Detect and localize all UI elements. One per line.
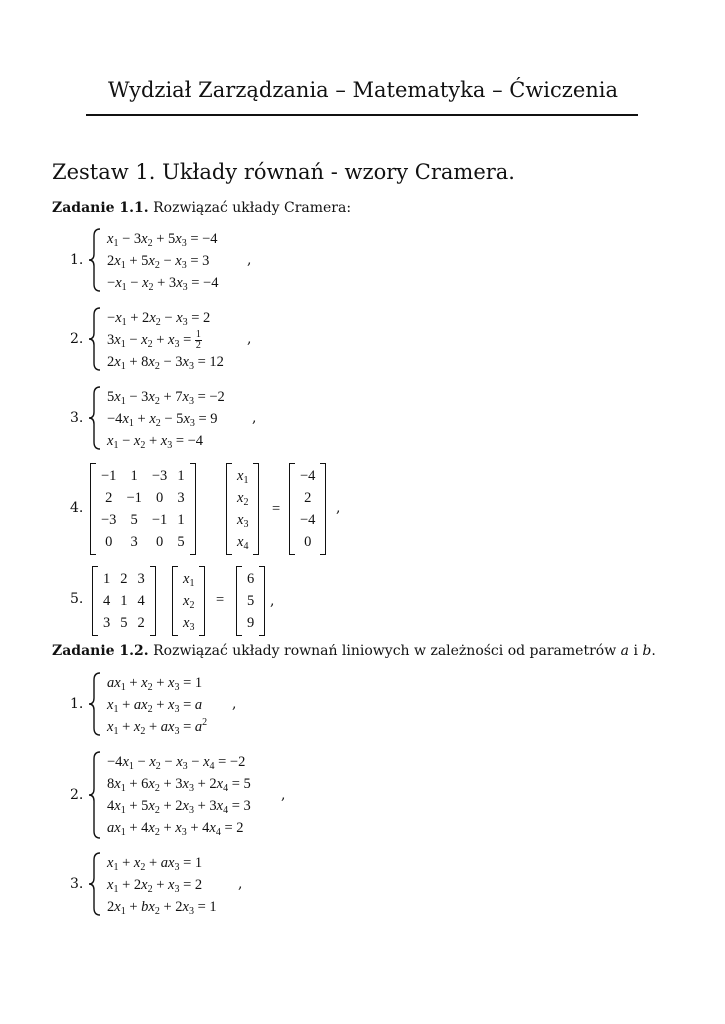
- equation-system: $ax_1 + x_2 + x_3 = 1$ $x_1 + ax_2 + x_3 = a$ $x_1 + x_2 + ax_3 = a^2$: [107, 675, 208, 737]
- comma: ,: [238, 876, 243, 892]
- matrix-row: [98, 590, 150, 612]
- item-number: 2.: [70, 331, 84, 347]
- matrix-cell: $x_1$: [237, 467, 249, 486]
- matrix-row: [295, 487, 320, 509]
- matrix-cell: 0: [155, 533, 164, 550]
- comma: ,: [270, 593, 275, 609]
- section-title: Zestaw 1. Układy równań - wzory Cramera.: [52, 160, 515, 184]
- matrix-cell: $x_1$: [183, 570, 195, 589]
- item-number: 1.: [70, 696, 84, 712]
- matrix-row: [232, 487, 253, 509]
- matrix-cell: 6: [247, 570, 255, 587]
- task-text: Rozwiązać układy Cramera:: [153, 200, 352, 216]
- equation-system: $-x_1 + 2x_2 - x_3 = 2$ $3x_1 - x_2 + x_3$ = $\frac{1}{2}$ $2x_1 + 8x_2 - 3x_3 = 12$: [107, 310, 224, 373]
- item-number: 4.: [70, 500, 84, 516]
- equation-system: $5x_1 - 3x_2 + 7x_3 = -2$ $-4x_1 + x_2 - 5x_3 = 9$ $x_1 - x_2 + x_3 = -4$: [107, 389, 225, 451]
- matrix-row: [178, 612, 199, 634]
- variable-vector: [226, 463, 259, 555]
- header-rule: [86, 114, 638, 116]
- matrix-cell: 0: [105, 533, 113, 550]
- matrix-cell: 2: [105, 489, 113, 506]
- comma: ,: [336, 500, 341, 516]
- matrix-row: [232, 465, 253, 487]
- matrix-row: [178, 568, 199, 590]
- equation-system: $x_1 + x_2 + ax_3 = 1$ $x_1 + 2x_2 + x_3 = 2$ $2x_1 + bx_2 + 2x_3 = 1$: [107, 855, 217, 917]
- comma: ,: [232, 696, 237, 712]
- matrix-cell: 0: [155, 489, 164, 506]
- task-1-1: [52, 200, 351, 216]
- matrix-row: [178, 590, 199, 612]
- matrix-cell: $x_2$: [237, 489, 249, 508]
- left-brace: [88, 672, 102, 736]
- matrix-row: [242, 590, 259, 612]
- matrix-cell: $x_3$: [183, 614, 195, 633]
- task-1-2: [52, 643, 656, 659]
- matrix-cell: 3: [130, 533, 138, 550]
- matrix-cell: −1: [151, 511, 168, 528]
- matrix-cell: 2: [120, 570, 128, 587]
- coefficient-matrix: [90, 463, 196, 555]
- matrix-cell: 5: [130, 511, 138, 528]
- matrix-cell: $x_4$: [237, 533, 249, 552]
- comma: ,: [252, 410, 257, 426]
- matrix-row: [96, 487, 190, 509]
- matrix-cell: 5: [177, 533, 185, 550]
- matrix-cell: 3: [137, 570, 145, 587]
- comma: ,: [247, 331, 252, 347]
- matrix-cell: 4: [103, 592, 111, 609]
- matrix-cell: −1: [101, 467, 117, 484]
- equation-system: $-4x_1 - x_2 - x_3 - x_4 = -2$ $8x_1 + 6x_2 + 3x_3 + 2x_4 = 5$ $4x_1 + 5x_2 + 2x_3 + 3x_4 = 3$ $ax_1 + 4x_2 + x_3 + 4x_4 = 2$: [107, 754, 251, 838]
- left-brace: [88, 228, 102, 292]
- matrix-cell: 1: [177, 511, 185, 528]
- matrix-cell: 4: [137, 592, 145, 609]
- rhs-vector: [236, 566, 265, 636]
- matrix-row: [232, 509, 253, 531]
- matrix-row: [295, 465, 320, 487]
- matrix-cell: −3: [101, 511, 117, 528]
- equals-sign: =: [272, 501, 281, 517]
- matrix-cell: −4: [300, 467, 316, 484]
- matrix-cell: 1: [120, 592, 128, 609]
- comma: ,: [247, 252, 252, 268]
- matrix-cell: 1: [177, 467, 185, 484]
- left-brace: [88, 751, 102, 839]
- matrix-cell: $x_3$: [237, 511, 249, 530]
- matrix-cell: 0: [304, 533, 312, 550]
- comma: ,: [281, 787, 286, 803]
- matrix-row: [295, 531, 320, 553]
- matrix-row: [242, 612, 259, 634]
- matrix-cell: 1: [130, 467, 138, 484]
- task-label: Zadanie 1.2.: [52, 643, 149, 659]
- rhs-vector: [289, 463, 326, 555]
- matrix-cell: 1: [103, 570, 111, 587]
- matrix-cell: 9: [247, 614, 255, 631]
- item-number: 1.: [70, 252, 84, 268]
- matrix-cell: 3: [103, 614, 111, 631]
- matrix-row: [96, 531, 190, 553]
- variable-vector: [172, 566, 205, 636]
- matrix-cell: 5: [247, 592, 255, 609]
- task-label: Zadanie 1.1.: [52, 200, 149, 216]
- left-brace: [88, 307, 102, 371]
- matrix-row: [96, 465, 190, 487]
- matrix-row: [232, 531, 253, 553]
- equals-sign: =: [216, 592, 225, 608]
- matrix-cell: 2: [137, 614, 145, 631]
- matrix-row: [295, 509, 320, 531]
- matrix-row: [96, 509, 190, 531]
- matrix-cell: −3: [151, 467, 168, 484]
- matrix-cell: 2: [304, 489, 312, 506]
- matrix-cell: 3: [177, 489, 185, 506]
- task-text: Rozwiązać układy rownań liniowych w zależności od parametrów a i b.: [153, 643, 656, 659]
- item-number: 5.: [70, 591, 84, 607]
- matrix-row: [98, 612, 150, 634]
- left-brace: [88, 386, 102, 450]
- matrix-row: [98, 568, 150, 590]
- page-header: Wydział Zarządzania – Matematyka – Ćwiczenia: [107, 78, 619, 102]
- equation-system: $x_1 - 3x_2 + 5x_3 = -4$ $2x_1 + 5x_2 - x_3 = 3$ $-x_1 - x_2 + 3x_3 = -4$: [107, 231, 219, 293]
- item-number: 3.: [70, 876, 84, 892]
- matrix-cell: −4: [300, 511, 316, 528]
- matrix-cell: 5: [120, 614, 128, 631]
- matrix-row: [242, 568, 259, 590]
- matrix-cell: $x_2$: [183, 592, 195, 611]
- matrix-cell: −1: [126, 489, 142, 506]
- left-brace: [88, 852, 102, 916]
- item-number: 3.: [70, 410, 84, 426]
- coefficient-matrix: [92, 566, 156, 636]
- item-number: 2.: [70, 787, 84, 803]
